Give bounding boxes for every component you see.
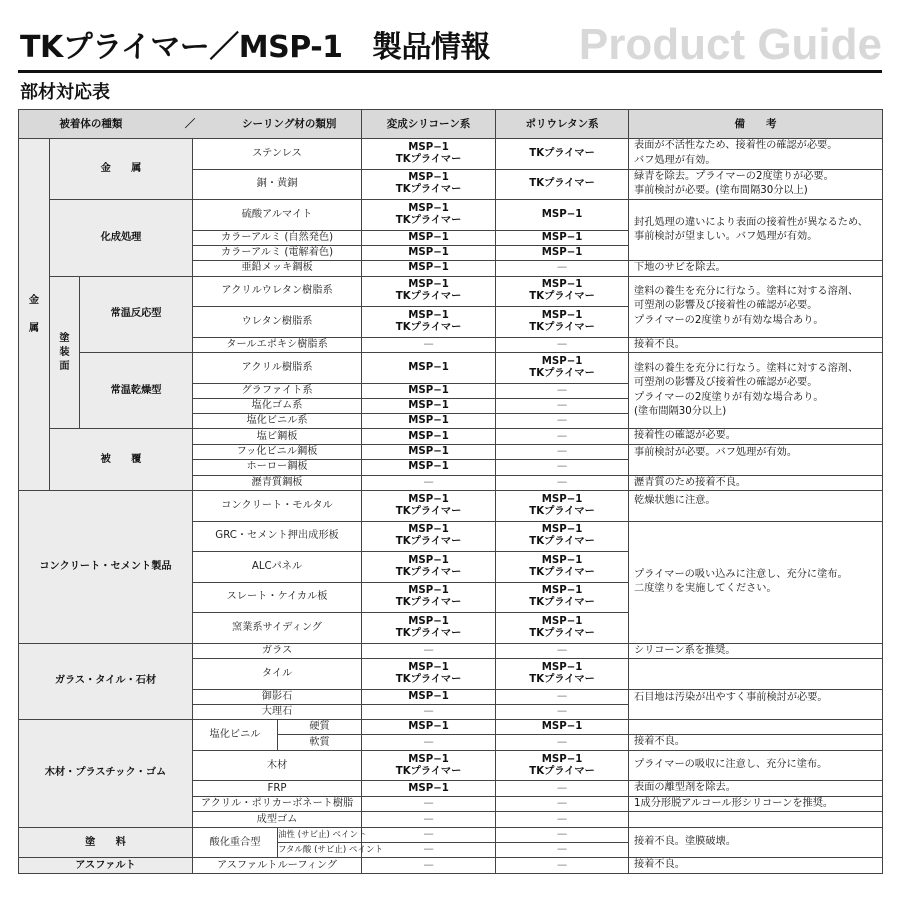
remarks-cell: 接着不良。 <box>629 735 883 751</box>
modified-silicone-cell: MSP−1 <box>362 444 496 459</box>
polyurethane-cell: TKプライマー <box>496 139 629 170</box>
polyurethane-cell: — <box>496 429 629 445</box>
modified-silicone-cell: MSP−1 <box>362 781 496 797</box>
title-rule <box>18 70 882 73</box>
header-adherend: 被着体の種類 <box>59 118 123 130</box>
modified-silicone-cell: — <box>362 735 496 751</box>
modified-silicone-cell: MSP−1 TKプライマー <box>362 491 496 522</box>
modified-silicone-cell: MSP−1 <box>362 689 496 704</box>
category-room-temp-dry: 常温乾燥型 <box>80 353 193 429</box>
header-modified-silicone: 変成シリコーン系 <box>362 110 496 139</box>
modified-silicone-cell: MSP−1 TKプライマー <box>362 613 496 644</box>
polyurethane-cell: — <box>496 858 629 874</box>
header-remarks: 備 考 <box>629 110 883 139</box>
material-cell: カラーアルミ (自然発色) <box>193 230 362 245</box>
material-cell: ウレタン樹脂系 <box>193 307 362 338</box>
modified-silicone-cell: MSP−1 <box>362 460 496 475</box>
modified-silicone-cell: MSP−1 TKプライマー <box>362 521 496 552</box>
material-cell: GRC・セメント押出成形板 <box>193 521 362 552</box>
remarks-cell: 表面の離型剤を除去。 <box>629 781 883 797</box>
material-cell: アクリルウレタン樹脂系 <box>193 276 362 307</box>
remarks-cell-empty <box>629 812 883 827</box>
remarks-cell: 接着不良。 <box>629 858 883 874</box>
polyurethane-cell: MSP−1 <box>496 230 629 245</box>
category-conversion: 化成処理 <box>50 200 193 277</box>
remarks-cell: プライマーの吸収に注意し、充分に塗布。 <box>629 750 883 781</box>
material-cell: 瀝青質鋼板 <box>193 475 362 491</box>
polyurethane-cell: — <box>496 827 629 842</box>
remarks-cell: 事前検討が必要。バフ処理が有効。 <box>629 444 883 475</box>
modified-silicone-cell: — <box>362 337 496 353</box>
polyurethane-cell: MSP−1 TKプライマー <box>496 659 629 690</box>
category-paint: 塗 料 <box>19 827 193 858</box>
material-compatibility-table <box>18 109 883 874</box>
category-wood: 木材・プラスチック・ゴム <box>19 720 193 828</box>
polyurethane-cell: MSP−1 TKプライマー <box>496 552 629 583</box>
modified-silicone-cell: — <box>362 796 496 812</box>
remarks-cell: 塗料の養生を充分に行なう。塗料に対する溶剤、 可塑剤の影響及び接着性の確認が必要。 プライマーの2度塗りが有効な場合あり。 (塗布間隔30分以上) <box>629 353 883 429</box>
material-cell: カラーアルミ (電解着色) <box>193 245 362 260</box>
modified-silicone-cell: — <box>362 643 496 659</box>
remarks-cell: 接着不良。 <box>629 337 883 353</box>
remarks-cell: プライマーの吸い込みに注意し、充分に塗布。 二度塗りを実施してください。 <box>629 521 883 643</box>
polyurethane-cell: MSP−1 TKプライマー <box>496 307 629 338</box>
material-cell: アスファルトルーフィング <box>193 858 362 874</box>
modified-silicone-cell: — <box>362 858 496 874</box>
polyurethane-cell: — <box>496 337 629 353</box>
polyurethane-cell: — <box>496 704 629 719</box>
material-cell: アクリル・ポリカーボネート樹脂 <box>193 796 362 812</box>
material-cell: ガラス <box>193 643 362 659</box>
modified-silicone-cell: — <box>362 843 496 858</box>
remarks-cell: 下地のサビを除去。 <box>629 261 883 277</box>
remarks-cell: 乾燥状態に注意。 <box>629 491 883 522</box>
polyurethane-cell: MSP−1 TKプライマー <box>496 582 629 613</box>
page-title: TKプライマー／MSP-1 製品情報 <box>20 30 491 65</box>
pvc-subcategory: 塩化ビニル <box>193 720 278 751</box>
material-cell: フタル酸 (サビ止) ペイント <box>278 843 362 858</box>
material-cell: フッ化ビニル鋼板 <box>193 444 362 459</box>
remarks-cell: シリコーン系を推奨。 <box>629 643 883 659</box>
polyurethane-cell: TKプライマー <box>496 169 629 200</box>
remarks-cell-empty <box>629 720 883 735</box>
category-glass: ガラス・タイル・石材 <box>19 643 193 720</box>
modified-silicone-cell: MSP−1 <box>362 383 496 398</box>
polyurethane-cell: MSP−1 TKプライマー <box>496 353 629 384</box>
category-cladding: 被 覆 <box>50 429 193 491</box>
modified-silicone-cell: MSP−1 TKプライマー <box>362 276 496 307</box>
modified-silicone-cell: MSP−1 TKプライマー <box>362 139 496 170</box>
material-cell: 御影石 <box>193 689 362 704</box>
material-cell: 軟質 <box>278 735 362 751</box>
polyurethane-cell: — <box>496 444 629 459</box>
material-cell: スレート・ケイカル板 <box>193 582 362 613</box>
modified-silicone-cell: MSP−1 TKプライマー <box>362 200 496 231</box>
material-cell: アクリル樹脂系 <box>193 353 362 384</box>
material-cell: コンクリート・モルタル <box>193 491 362 522</box>
polyurethane-cell: — <box>496 398 629 413</box>
material-cell: 大理石 <box>193 704 362 719</box>
modified-silicone-cell: — <box>362 704 496 719</box>
category-room-temp-reactive: 常温反応型 <box>80 276 193 353</box>
material-cell: 亜鉛メッキ鋼板 <box>193 261 362 277</box>
polyurethane-cell: — <box>496 796 629 812</box>
polyurethane-cell: — <box>496 414 629 429</box>
modified-silicone-cell: MSP−1 TKプライマー <box>362 552 496 583</box>
remarks-cell: 緑青を除去。プライマーの2度塗りが必要。 事前検討が必要。(塗布間隔30分以上) <box>629 169 883 200</box>
polyurethane-cell: — <box>496 261 629 277</box>
remarks-cell: 接着性の確認が必要。 <box>629 429 883 445</box>
material-cell: ステンレス <box>193 139 362 170</box>
material-cell: 銅・黄銅 <box>193 169 362 200</box>
oxide-polymer-subcategory: 酸化重合型 <box>193 827 278 858</box>
polyurethane-cell: MSP−1 <box>496 720 629 735</box>
polyurethane-cell: MSP−1 TKプライマー <box>496 491 629 522</box>
modified-silicone-cell: MSP−1 TKプライマー <box>362 659 496 690</box>
polyurethane-cell: MSP−1 TKプライマー <box>496 276 629 307</box>
polyurethane-cell: — <box>496 643 629 659</box>
material-cell: 窯業系サイディング <box>193 613 362 644</box>
header-polyurethane: ポリウレタン系 <box>496 110 629 139</box>
material-cell: 塩化ゴム系 <box>193 398 362 413</box>
modified-silicone-cell: MSP−1 TKプライマー <box>362 169 496 200</box>
category-metal: 金 属 <box>50 139 193 200</box>
remarks-cell: 瀝青質のため接着不良。 <box>629 475 883 491</box>
material-cell: 硬質 <box>278 720 362 735</box>
category-coating-group: 塗 装 面 <box>50 276 80 429</box>
polyurethane-cell: — <box>496 735 629 751</box>
polyurethane-cell: — <box>496 689 629 704</box>
material-cell: FRP <box>193 781 362 797</box>
remarks-cell: 石目地は汚染が出やすく事前検討が必要。 <box>629 689 883 720</box>
modified-silicone-cell: — <box>362 475 496 491</box>
header-adherend-sealant <box>19 110 362 139</box>
material-cell: 硫酸アルマイト <box>193 200 362 231</box>
material-cell: 塩ビ鋼板 <box>193 429 362 445</box>
modified-silicone-cell: MSP−1 TKプライマー <box>362 750 496 781</box>
polyurethane-cell: MSP−1 TKプライマー <box>496 613 629 644</box>
material-cell: タイル <box>193 659 362 690</box>
polyurethane-cell: — <box>496 843 629 858</box>
material-cell: グラファイト系 <box>193 383 362 398</box>
material-cell: 成型ゴム <box>193 812 362 827</box>
modified-silicone-cell: — <box>362 812 496 827</box>
modified-silicone-cell: MSP−1 <box>362 353 496 384</box>
material-cell: 塩化ビニル系 <box>193 414 362 429</box>
remarks-cell: 接着不良。塗膜破壊。 <box>629 827 883 858</box>
polyurethane-cell: — <box>496 460 629 475</box>
modified-silicone-cell: MSP−1 <box>362 398 496 413</box>
modified-silicone-cell: MSP−1 <box>362 230 496 245</box>
modified-silicone-cell: MSP−1 TKプライマー <box>362 582 496 613</box>
polyurethane-cell: MSP−1 <box>496 200 629 231</box>
modified-silicone-cell: MSP−1 <box>362 720 496 735</box>
header-slash: ／ <box>184 118 196 130</box>
modified-silicone-cell: MSP−1 <box>362 245 496 260</box>
remarks-cell: 表面が不活性なため、接着性の確認が必要。 バフ処理が有効。 <box>629 139 883 170</box>
polyurethane-cell: — <box>496 383 629 398</box>
modified-silicone-cell: MSP−1 TKプライマー <box>362 307 496 338</box>
material-cell: ALCパネル <box>193 552 362 583</box>
category-metal-group: 金 属 <box>19 139 50 491</box>
remarks-cell: 塗料の養生を充分に行なう。塗料に対する溶剤、 可塑剤の影響及び接着性の確認が必要。 プライマーの2度塗りが有効な場合あり。 <box>629 276 883 337</box>
polyurethane-cell: — <box>496 812 629 827</box>
remarks-cell: 封孔処理の違いにより表面の接着性が異なるため、 事前検討が望ましい。バフ処理が有効。 <box>629 200 883 261</box>
modified-silicone-cell: MSP−1 <box>362 414 496 429</box>
polyurethane-cell: MSP−1 TKプライマー <box>496 521 629 552</box>
polyurethane-cell: — <box>496 475 629 491</box>
modified-silicone-cell: MSP−1 <box>362 429 496 445</box>
polyurethane-cell: — <box>496 781 629 797</box>
category-concrete: コンクリート・セメント製品 <box>19 491 193 644</box>
remarks-cell-empty <box>629 659 883 690</box>
material-cell: 木材 <box>193 750 362 781</box>
modified-silicone-cell: — <box>362 827 496 842</box>
polyurethane-cell: MSP−1 <box>496 245 629 260</box>
material-cell: 油性 (サビ止) ペイント <box>278 827 362 842</box>
product-guide-label: Product Guide <box>578 20 882 69</box>
polyurethane-cell: MSP−1 TKプライマー <box>496 750 629 781</box>
material-cell: タールエポキシ樹脂系 <box>193 337 362 353</box>
remarks-cell: 1成分形脱アルコール形シリコーンを推奨。 <box>629 796 883 812</box>
header-sealant: シーリング材の類別 <box>242 118 337 130</box>
material-cell: ホーロー鋼板 <box>193 460 362 475</box>
modified-silicone-cell: MSP−1 <box>362 261 496 277</box>
category-asphalt: アスファルト <box>19 858 193 874</box>
section-title: 部材対応表 <box>20 82 110 103</box>
